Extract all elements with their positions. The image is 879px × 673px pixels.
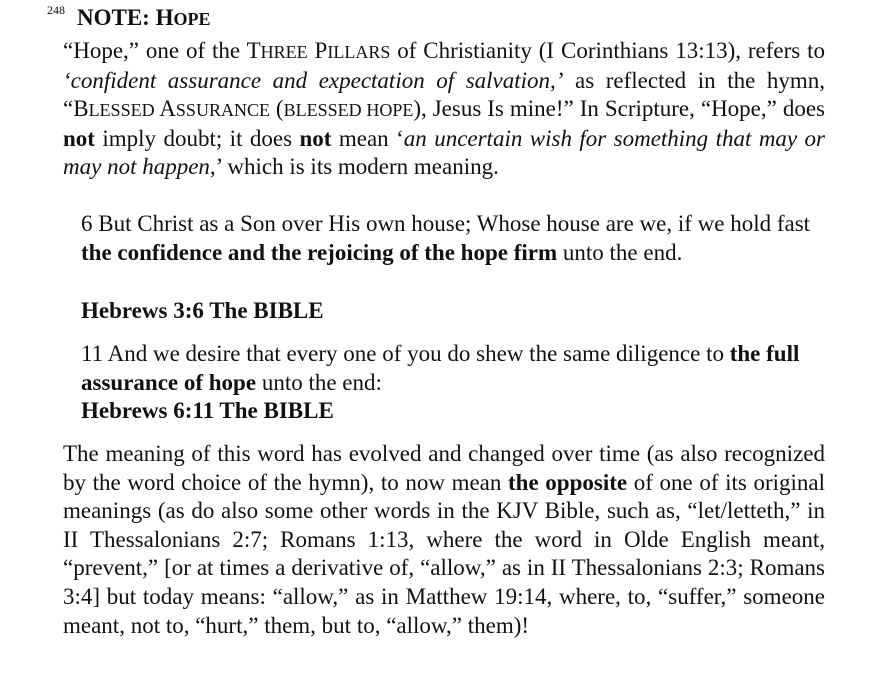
- smallcaps-three-rest: HREE: [260, 42, 308, 62]
- heading-initial: H: [155, 5, 174, 30]
- smallcaps-blessed-rest: LESSED: [88, 100, 155, 121]
- quote2-text-1: 11 And we desire that every one of you do shew the same diligence to: [81, 341, 730, 366]
- smallcaps-three-initial: T: [246, 38, 261, 63]
- scripture-quote-hebrews-6-11: [81, 340, 825, 397]
- quote1-text-2: unto the end.: [557, 239, 683, 265]
- bold-not-1: not: [63, 125, 95, 151]
- smallcaps-assurance-initial: A: [159, 96, 176, 122]
- para1-text-6: mean ‘: [331, 125, 404, 151]
- heading-note-label: NOTE:: [77, 5, 150, 30]
- note-heading: [77, 4, 211, 33]
- intro-paragraph: [63, 37, 825, 182]
- quote1-bold: the confidence and the rejoicing of the hope firm: [81, 239, 558, 265]
- definition-italic: ‘confident assurance and expectation of salvation,’: [63, 67, 564, 93]
- bold-the-opposite: the opposite: [508, 469, 628, 495]
- para1-text-4: ), Jesus Is mine!” In Scripture, “Hope,” does: [413, 96, 825, 122]
- para2-text-1: The meaning of this word has evolved and changed over time (as also recognized by the word choice of the hymn), to now mean: [63, 441, 825, 495]
- scripture-quote-hebrews-3-6: [81, 210, 825, 267]
- page-number: 248: [47, 3, 65, 17]
- para1-text-1: “Hope,” one of the: [63, 38, 247, 63]
- scripture-reference-hebrews-3-6: Hebrews 3:6 The BIBLE: [81, 298, 324, 323]
- para2-text-2: of one of its original meanings (as do also some other words in the KJV Bible, such as, “let/letteth,” in II Thessalonians 2:7; Romans 1:13, where the word in Olde English meant, “prevent,” [or at times a derivative of, “allow,” as in II Thessalonians 2:3; Romans 3:4] but today means: “allow,” as in Matthew 19:14, where, to, “suffer,” someone meant, not to, “hurt,” them, but to, “allow,” them)!: [63, 469, 825, 638]
- para1-text-3: as reflected in the hymn, “: [63, 67, 825, 122]
- closing-paragraph: [63, 440, 825, 640]
- smallcaps-blessed-initial: B: [73, 96, 89, 122]
- quote2-bold: the full assurance of hope: [81, 341, 800, 395]
- para1-text-7: ,’ which is its modern meaning.: [209, 154, 499, 180]
- bold-not-2: not: [299, 125, 332, 151]
- smallcaps-pillars-initial: P: [314, 38, 328, 63]
- quote2-text-2: unto the end:: [256, 369, 382, 395]
- smallcaps-open-paren: (: [269, 96, 284, 122]
- smallcaps-blessed-hope-2: HOPE: [361, 100, 414, 121]
- scripture-reference-hebrews-6-11: Hebrews 6:11 The BIBLE: [81, 398, 334, 423]
- para1-text-2: of Christianity (I Corinthians 13:13), refers to: [390, 38, 826, 63]
- heading-smallcaps: OPE: [173, 9, 211, 29]
- para1-text-5: imply doubt; it does: [94, 125, 300, 151]
- smallcaps-pillars-rest: ILLARS: [327, 42, 391, 62]
- smallcaps-assurance-rest: SSURANCE: [175, 100, 270, 121]
- smallcaps-blessed-hope-1: BLESSED: [283, 100, 362, 121]
- quote1-text-1: 6 But Christ as a Son over His own house; Whose house are we, if we hold fast: [81, 211, 811, 236]
- modern-meaning-italic: an uncertain wish for something that may or may not happen: [63, 125, 826, 180]
